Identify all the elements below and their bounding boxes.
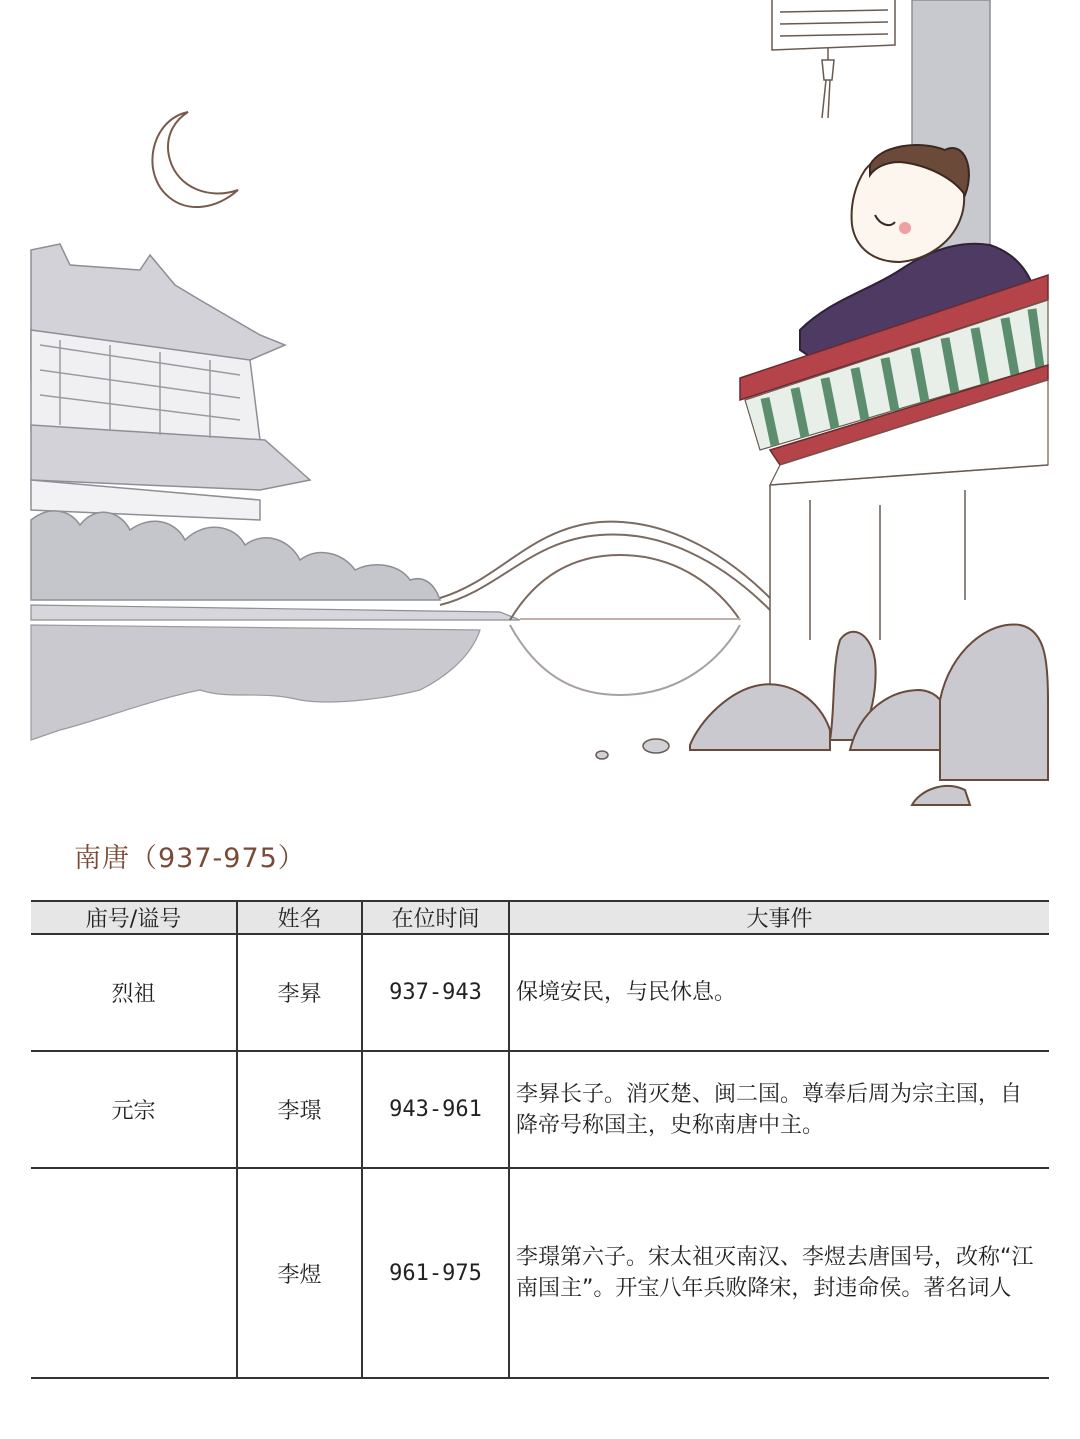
cell-name: 李璟 <box>237 1051 362 1168</box>
trees-icon <box>31 511 440 600</box>
cell-events: 李璟第六子。宋太祖灭南汉、李煜去唐国号，改称“江南国主”。开宝八年兵败降宋，封违命侯。著名词人 <box>509 1168 1049 1378</box>
header-name: 姓名 <box>237 901 362 934</box>
table-row <box>31 934 1049 1051</box>
dynasty-table <box>31 900 1049 1379</box>
cell-temple-name: 烈祖 <box>31 934 237 1051</box>
table-row <box>31 1168 1049 1378</box>
cell-temple-name: 元宗 <box>31 1051 237 1168</box>
cell-temple-name <box>31 1168 237 1378</box>
table-header-row <box>31 901 1049 934</box>
table-row <box>31 1051 1049 1168</box>
arch-bridge-icon <box>440 522 770 695</box>
palace-pavilion-icon <box>31 244 310 520</box>
cell-name: 李昪 <box>237 934 362 1051</box>
cell-reign: 943-961 <box>362 1051 509 1168</box>
rocks-icon <box>690 624 1048 805</box>
crescent-moon-icon <box>152 112 238 207</box>
hanging-plaque-icon <box>772 0 895 118</box>
cell-events: 保境安民，与民休息。 <box>509 934 1049 1051</box>
section-title: 南唐（937-975） <box>74 843 306 874</box>
header-events: 大事件 <box>509 901 1049 934</box>
river-icon <box>31 605 520 740</box>
cell-events: 李昪长子。消灭楚、闽二国。尊奉后周为宗主国，自降帝号称国主，史称南唐中主。 <box>509 1051 1049 1168</box>
stones-icon <box>596 739 669 759</box>
cell-reign: 961-975 <box>362 1168 509 1378</box>
header-temple-name: 庙号/谥号 <box>31 901 237 934</box>
cell-reign: 937-943 <box>362 934 509 1051</box>
header-reign: 在位时间 <box>362 901 509 934</box>
cell-name: 李煜 <box>237 1168 362 1378</box>
